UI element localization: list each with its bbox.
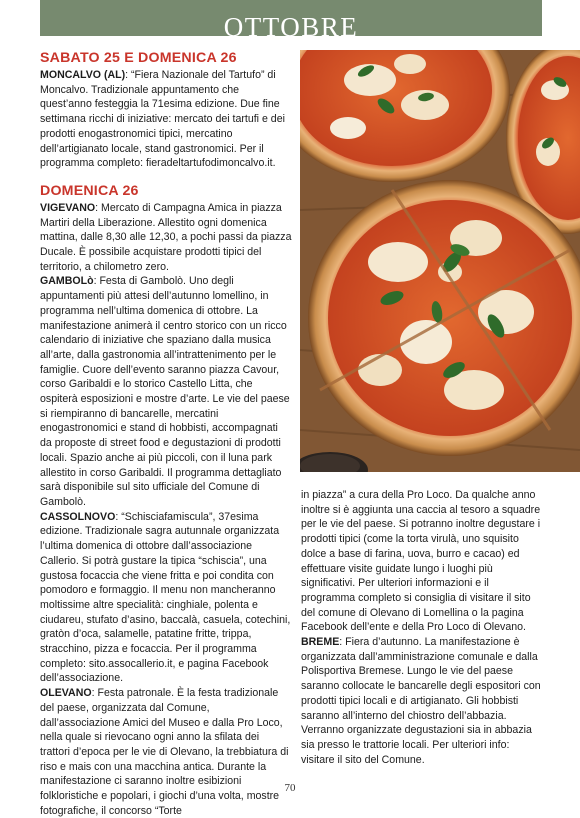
entry-olevano (40, 686, 292, 818)
entry-vigevano (40, 201, 292, 275)
entry-place: CASSOLNOVO (40, 510, 116, 523)
page-number: 70 (284, 782, 296, 794)
entry-text: : Fiera d’autunno. La manifestazione è organizzata dall’amministrazione comunale e dalla Polisportiva Bremese. Lungo le vie del paese saranno collocate le bancarelle degli espositori con prodotti tipici locali e di artigianato. Gli hobbisti saranno all’interno del chiostro dell’abbazia. Verranno organizzate degustazioni sia in abbazia sia presso le trattorie locali. Per ulteriori info: visitare il sito del Comune. (301, 636, 541, 766)
entry-text: : Mercato di Campagna Amica in piazza Martiri della Liberazione. Allestito ogni domenica mattina, dalle 8,30 alle 12,30, a pochi passi da piazza Ducale. È possibile acquistare prodotti tipici del territorio, a chilometro zero. (40, 201, 292, 273)
left-column (40, 50, 292, 818)
entry-place: GAMBOLò (40, 275, 94, 288)
pizza-photo (300, 50, 580, 472)
month-title: OTTOBRE (223, 12, 359, 42)
entry-moncalvo (40, 68, 292, 171)
entry-breme (301, 635, 543, 767)
entry-text: : Festa di Gambolò. Uno degli appuntamenti più attesi dell’autunno lomellino, in programma nell’ultima domenica di ottobre. La manifestazione animerà il centro storico con un ricco calendario di iniziative che spaziano dalla musica all’arte, dalla gastronomia all’intrattenimento per le famiglie. Cuore dell’evento saranno piazza Cavour, corso Garibaldi e lo storico Castello Litta, che ospiterà esposizioni e mostre d’arte. Le vie del paese si riempiranno di bancarelle, mercatini enogastronomici e stand di hobbisti, accompagnati da proposte di street food e degustazioni di prodotti locali. Spazio anche ai più piccoli, con il luna park allestito in corso Garibaldi. Il programma dettagliato sarà disponibile sul sito ufficiale del Comune di Gambolò. (40, 275, 290, 508)
right-column (301, 488, 543, 767)
entry-gambolo (40, 274, 292, 509)
section-title-sat-sun: SABATO 25 E DOMENICA 26 (40, 50, 237, 66)
section-title-sunday: DOMENICA 26 (40, 182, 139, 199)
page-header (40, 0, 542, 42)
entry-cassolnovo (40, 510, 292, 686)
pizza-illustration (300, 50, 580, 472)
entry-place: OLEVANO (40, 687, 92, 700)
entry-place: MONCALVO (AL) (40, 69, 126, 81)
entry-text: : “Fiera Nazionale del Tartufo” di Moncalvo. Tradizionale appuntamento che quest’anno festeggia la 71esima edizione. Due fine settimana ricchi di iniziative: mercato dei tartufi e dei prodotti enogastronomici tipici, mercatino dell’artigianato locale, stand gastronomici. Per il programma completo: fieradeltartufodimoncalvo.it. (40, 69, 285, 170)
entry-text: : Festa patronale. È la festa tradizionale del paese, organizzata dal Comune, dall’associazione Amici del Museo e dalla Pro Loco, nella quale si rievocano ogni anno la sfilata dei trattori d’epoca per le vie di Olevano, la trebbiatura di riso e mais con una macchina antica. Durante la manifestazione ci saranno inoltre esibizioni folkloristiche e popolari, i giochi d’una volta, mostre fotografiche, il concorso “Torte (40, 687, 289, 817)
entry-text: : “Schisciafamiscula”, 37esima edizione. Tradizionale sagra autunnale organizzata l’ultima domenica di ottobre dall’associazione Callerio. Si potrà gustare la tipica “schiscia”, una gustosa focaccia che viene fritta e poi condita con pomodoro e formaggio. Il menu non mancheranno moltissime altre specialità: cinghiale, polenta e ciudareu, stufato d’asino, baccalà, casuela, cotechini, gratòn d’oca, salamelle, patatine fritte, trippa, stracchino, pizza e focaccia. Per il programma completo: sito.assocallerio.it, e pagina Facebook dell’associazione. (40, 510, 291, 685)
entry-olevano-continued: in piazza” a cura della Pro Loco. Da qualche anno inoltre si è aggiunta una caccia al tesoro a squadre per le vie del paese. Si potranno inoltre degustare i prodotti tipici (come la torta virulà, uno squisito dolce a base di farina, uova, burro e cacao) ed effettuare visite guidate lungo i luoghi più significativi. Per ulteriori informazioni e il programma completo si consiglia di visitare il sito del comune di Olevano di Lomellina o la pagina Facebook dell’ente e della Pro Loco di Olevano. (301, 489, 541, 634)
entry-place: VIGEVANO (40, 201, 96, 214)
entry-place: BREME (301, 636, 340, 649)
